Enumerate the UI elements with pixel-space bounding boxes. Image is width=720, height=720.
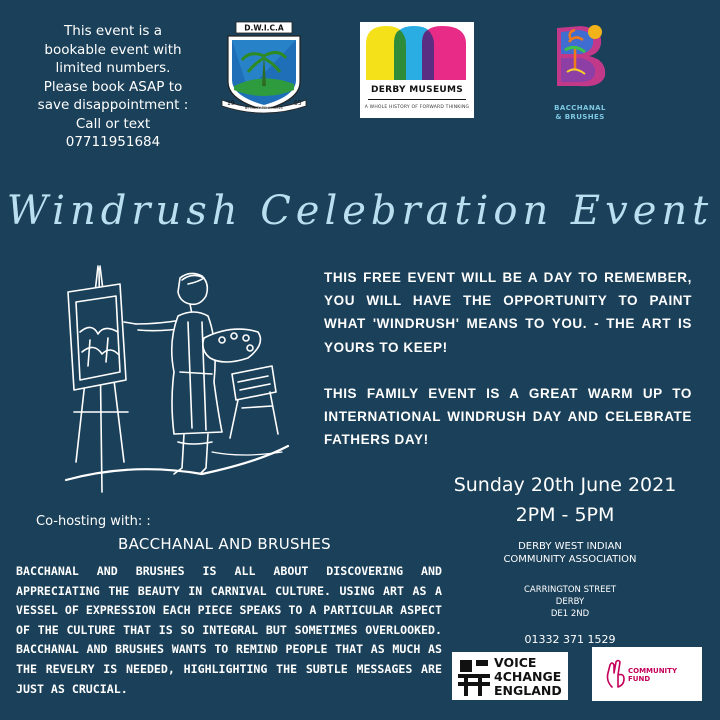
derby-museums-divider [368,99,466,100]
derby-museums-tagline: A WHOLE HISTORY OF FORWARD THINKING [364,105,470,110]
derby-museums-name: DERBY MUSEUMS [370,85,464,95]
bacchanal-wordmark-line2: & BRUSHES [555,113,605,121]
cohost-about: BACCHANAL AND BRUSHES IS ALL ABOUT DISCOVERING AND APPRECIATING THE BEAUTY IN CARNIVAL CULTURE. USING ART AS A VESSEL OF EXPRESSION EACH PIECE SPEAKS TO A PARTICULAR ASPECT OF THE CULTURE THAT IS SO INTEGRAL BUT SOMETIMES OVERLOOKED. BACCHANAL AND BRUSHES WANTS TO REMIND PEOPLE THAT AS MUCH AS THE REVELRY IS NEEDED, HIGHLIGHTING THE SUBTLE MESSAGES ARE JUST AS CRUCIAL. [16,564,442,696]
description-paragraph-1: THIS FREE EVENT WILL BE A DAY TO REMEMBER, YOU WILL HAVE THE OPPORTUNITY TO PAINT WHAT 'WINDRUSH' MEANS TO YOU. - THE ART IS YOURS TO KEEP! [324,270,692,355]
voice4change-line3: ENGLAND [494,683,562,698]
booking-line: bookable event with [44,41,182,58]
community-fund-line2: FUND [628,675,651,683]
dwica-motto: BY UNITY TO ACHIEVE [244,106,284,110]
booking-line: save disappointment : [37,97,189,113]
voice4change-line2: 4CHANGE [494,669,562,684]
event-datetime [430,470,700,530]
address-line-1: CARRINGTON STREET [523,585,617,595]
event-venue [470,540,670,566]
community-fund-wordmark [628,667,677,683]
dwica-name: D.W.I.C.A [244,23,284,33]
derby-museums-arches [360,22,474,82]
address-line-3: DE1 2ND [550,609,590,619]
community-fund-line1: COMMUNITY [628,667,678,675]
booking-line: Call or text [75,115,151,132]
dwica-year-left: 19 [227,100,235,107]
fingers-crossed-icon [604,659,628,689]
voice4change-line1: VOICE [494,655,537,670]
painter-illustration [62,262,294,494]
bacchanal-wordmark-line1: BACCHANAL [554,104,606,112]
event-phone: 01332 371 1529 [524,633,616,646]
event-description [324,266,692,474]
venue-line-2: COMMUNITY ASSOCIATION [503,554,637,565]
voice4change-logo [452,652,568,700]
booking-line: Please book ASAP to [43,78,183,95]
event-date: Sunday 20th June 2021 [453,474,677,496]
booking-notice [18,22,208,152]
cohost-label: Co-hosting with: : [36,514,151,529]
event-address [470,584,670,620]
booking-line: limited numbers. [55,60,171,76]
description-paragraph-2: THIS FAMILY EVENT IS A GREAT WARM UP TO INTERNATIONAL WINDRUSH DAY AND CELEBRATE FATHERS DAY! [324,385,692,448]
address-line-2: DERBY [555,597,585,607]
venue-line-1: DERBY WEST INDIAN [518,541,622,552]
event-time: 2PM - 5PM [515,504,615,526]
bacchanal-brushes-wordmark [520,104,640,122]
event-title: Windrush Celebration Event [6,188,714,234]
cohost-name: BACCHANAL AND BRUSHES [118,535,331,553]
derby-museums-logo [360,22,474,118]
community-fund-logo [592,647,702,701]
dwica-year-right: 55 [294,100,302,107]
booking-line: This event is a [64,23,162,39]
bacchanal-brushes-logo [545,20,615,90]
booking-phone: 07711951684 [65,134,161,150]
dwica-crest-logo [218,20,310,116]
